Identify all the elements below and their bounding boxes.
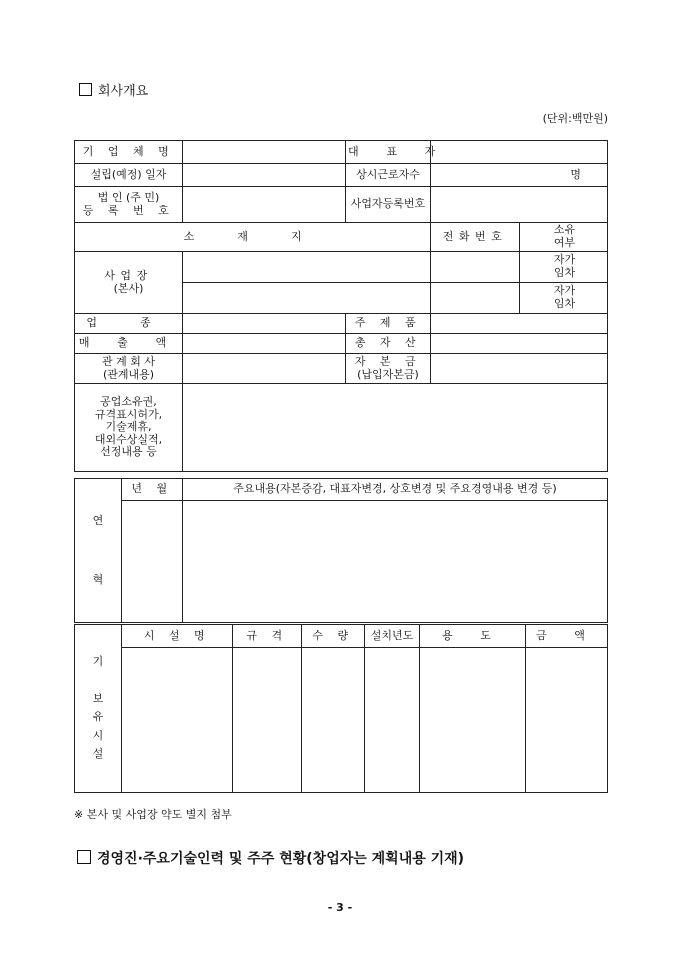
field-history-content[interactable] — [183, 501, 608, 623]
page-number: - 3 - — [327, 901, 353, 914]
employees-unit: 명 — [570, 167, 582, 181]
label-company-name: 기 업 체 명 — [75, 141, 183, 164]
field-install-year[interactable] — [365, 648, 420, 793]
field-biz-registration[interactable] — [431, 187, 608, 223]
label-main-product: 주 제 품 — [346, 314, 431, 334]
label-ip-line3: 기술제휴, — [105, 420, 152, 434]
label-facilities-char5: 설 — [92, 747, 104, 761]
section-title-text: 회사개요 — [98, 84, 149, 99]
label-capital-line1: 자 본 금 — [354, 354, 422, 368]
field-site-phone-2[interactable] — [431, 283, 520, 314]
label-facilities-char2: 보 — [92, 691, 104, 705]
field-ownership-1[interactable]: 자가임차 — [520, 252, 608, 283]
label-affiliates-line1: 관 계 회 사 — [102, 354, 155, 368]
field-site-address-2[interactable] — [183, 283, 431, 314]
label-facilities-char4: 시 — [92, 728, 104, 742]
field-site-address-1[interactable] — [183, 252, 431, 283]
label-history — [75, 479, 122, 623]
label-business-site-line1: 사업장 — [104, 268, 153, 282]
field-capital[interactable] — [431, 354, 608, 384]
label-ceo: 대 표 자 — [346, 141, 431, 164]
field-ceo[interactable] — [431, 141, 608, 164]
label-ip-line1: 공업소유권, — [100, 394, 157, 408]
label-affiliates-line2: (관계내용) — [102, 367, 155, 381]
label-total-assets: 총 자 산 — [346, 334, 431, 354]
field-site-phone-1[interactable] — [431, 252, 520, 283]
company-overview-table — [74, 140, 608, 472]
field-corp-registration[interactable] — [183, 187, 346, 223]
unit-label: (단위:백만원) — [542, 112, 608, 125]
label-employees: 상시근로자수 — [346, 164, 431, 187]
field-facility-name[interactable] — [122, 648, 233, 793]
header-amount: 금 액 — [526, 625, 608, 648]
label-facilities-char3: 유 — [92, 710, 104, 724]
field-history-year-month[interactable] — [122, 501, 183, 623]
label-capital — [346, 354, 431, 384]
field-main-product[interactable] — [431, 314, 608, 334]
label-ip-line2: 규격표시허가, — [94, 407, 163, 421]
header-purpose: 용 도 — [420, 625, 526, 648]
facilities-table — [74, 624, 608, 793]
label-phone: 전화번호 — [431, 223, 520, 252]
label-sales: 매 출 액 — [75, 334, 183, 354]
field-company-name[interactable] — [183, 141, 346, 164]
header-quantity: 수 량 — [302, 625, 365, 648]
label-corp-registration-line2: 등 록 번 호 — [82, 203, 175, 217]
attachment-note: ※ 본사 및 사업장 약도 별지 첨부 — [74, 808, 232, 821]
field-sales[interactable] — [183, 334, 346, 354]
label-capital-line2: (납입자본금) — [357, 367, 419, 381]
header-install-year: 설치년도 — [365, 625, 420, 648]
field-total-assets[interactable] — [431, 334, 608, 354]
section-title-company-overview — [79, 80, 148, 99]
header-year-month: 년 월 — [122, 479, 183, 501]
history-table — [74, 478, 608, 623]
section-title-management — [77, 848, 464, 868]
checkbox-square-icon — [77, 850, 91, 864]
label-biz-registration: 사업자등록번호 — [346, 187, 431, 223]
label-history-char1: 연 — [92, 513, 104, 527]
checkbox-square-icon — [79, 83, 92, 96]
field-spec[interactable] — [233, 648, 302, 793]
label-ip-line4: 대외수상실적, — [94, 432, 163, 446]
label-industry: 업 종 — [75, 314, 183, 334]
header-spec: 규 격 — [233, 625, 302, 648]
field-ip-certifications[interactable] — [183, 384, 608, 472]
field-employees[interactable] — [431, 164, 608, 187]
field-amount[interactable] — [526, 648, 608, 793]
field-quantity[interactable] — [302, 648, 365, 793]
label-corp-registration-line1: 법 인 (주 민) — [97, 190, 160, 204]
field-purpose[interactable] — [420, 648, 526, 793]
label-ip-certifications — [75, 384, 183, 472]
label-business-site-line2: (본사) — [113, 281, 144, 295]
header-history-content: 주요내용(자본증감, 대표자변경, 상호변경 및 주요경영내용 변경 등) — [183, 479, 608, 501]
field-industry[interactable] — [183, 314, 346, 334]
field-founded-date[interactable] — [183, 164, 346, 187]
label-facilities-char1: 기 — [92, 654, 104, 668]
label-ownership: 소유여부 — [520, 223, 608, 252]
label-location: 소 재 지 — [75, 223, 431, 252]
header-facility-name: 시 설 명 — [122, 625, 233, 648]
field-ownership-2[interactable]: 자가임차 — [520, 283, 608, 314]
label-history-char2: 혁 — [92, 572, 104, 586]
label-facilities — [75, 625, 122, 793]
label-ip-line5: 선정내용 등 — [100, 445, 157, 459]
section-title-text: 경영진·주요기술인력 및 주주 현황(창업자는 계획내용 기재) — [97, 851, 465, 867]
field-affiliates[interactable] — [183, 354, 346, 384]
label-corp-registration — [75, 187, 183, 223]
label-founded-date: 설립(예정) 일자 — [75, 164, 183, 187]
label-business-site — [75, 252, 183, 314]
label-affiliates — [75, 354, 183, 384]
